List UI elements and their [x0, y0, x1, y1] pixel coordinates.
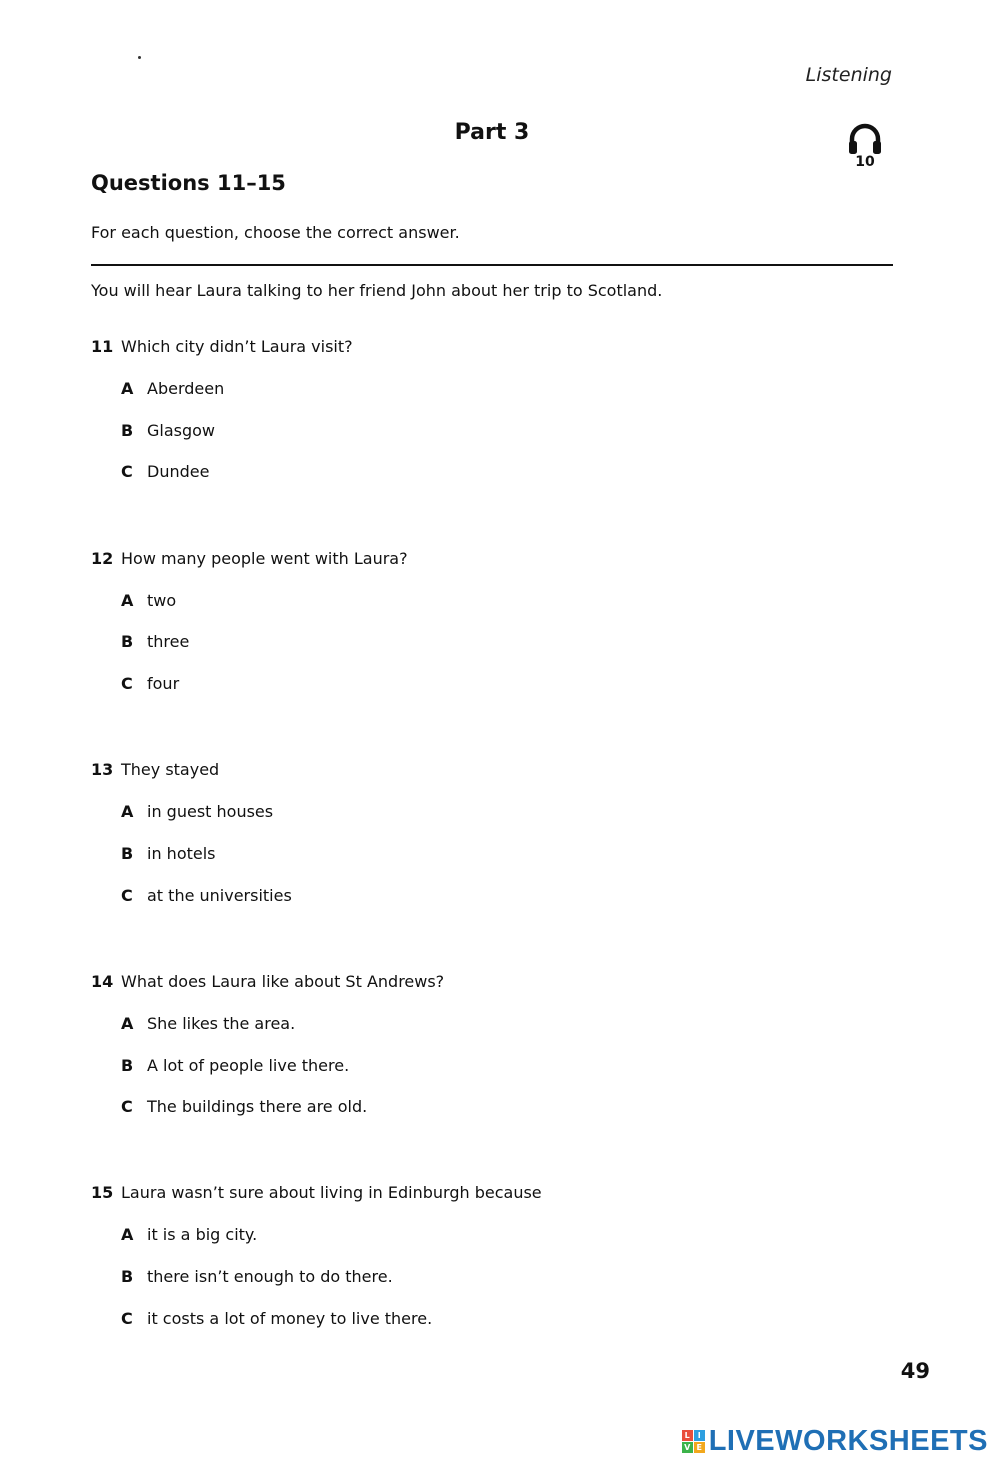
question-number: 14 [91, 972, 114, 991]
question-15 [91, 1183, 542, 1202]
option-text: at the universities [147, 886, 292, 905]
option-text: Glasgow [147, 421, 216, 440]
option-14-a[interactable] [121, 1014, 295, 1033]
option-text: four [147, 674, 180, 693]
option-14-c[interactable] [121, 1097, 367, 1116]
option-letter: B [121, 421, 134, 440]
logo-cell: L [682, 1430, 693, 1441]
question-text: They stayed [121, 760, 220, 779]
option-11-c[interactable] [121, 462, 209, 481]
option-15-c[interactable] [121, 1309, 432, 1328]
option-letter: C [121, 886, 133, 905]
question-14 [91, 972, 444, 991]
option-12-c[interactable] [121, 674, 179, 693]
logo-cell: E [694, 1442, 705, 1453]
question-text: Which city didn’t Laura visit? [121, 337, 353, 356]
brand-logo-icon [682, 1430, 705, 1453]
question-number: 13 [91, 760, 114, 779]
question-11 [91, 337, 353, 356]
questions-heading: Questions 11–15 [91, 171, 286, 195]
option-12-a[interactable] [121, 591, 176, 610]
question-text: What does Laura like about St Andrews? [121, 972, 445, 991]
question-number: 11 [91, 337, 114, 356]
option-15-a[interactable] [121, 1225, 257, 1244]
option-14-b[interactable] [121, 1056, 349, 1075]
section-label: Listening [805, 64, 892, 86]
option-11-a[interactable] [121, 379, 224, 398]
option-letter: A [121, 379, 134, 398]
option-11-b[interactable] [121, 421, 215, 440]
option-text: it is a big city. [147, 1225, 258, 1244]
headphones-icon [847, 122, 883, 156]
option-letter: A [121, 1225, 134, 1244]
logo-cell: I [694, 1430, 705, 1441]
option-text: The buildings there are old. [147, 1097, 368, 1116]
option-15-b[interactable] [121, 1267, 393, 1286]
option-text: Aberdeen [147, 379, 225, 398]
option-text: two [147, 591, 177, 610]
instruction-text: For each question, choose the correct answer. [91, 223, 460, 242]
option-text: Dundee [147, 462, 210, 481]
option-letter: A [121, 802, 134, 821]
option-13-b[interactable] [121, 844, 216, 863]
option-text: in guest houses [147, 802, 274, 821]
option-letter: B [121, 632, 134, 651]
option-text: She likes the area. [147, 1014, 296, 1033]
option-13-c[interactable] [121, 886, 292, 905]
option-text: there isn’t enough to do there. [147, 1267, 393, 1286]
track-number: 10 [855, 154, 875, 170]
option-letter: A [121, 591, 134, 610]
option-letter: C [121, 674, 133, 693]
option-letter: C [121, 1097, 133, 1116]
context-text: You will hear Laura talking to her friend John about her trip to Scotland. [91, 281, 663, 300]
question-text: Laura wasn’t sure about living in Edinburgh because [121, 1183, 542, 1202]
option-letter: C [121, 462, 133, 481]
option-letter: B [121, 844, 134, 863]
page-number: 49 [900, 1359, 930, 1383]
question-12 [91, 549, 408, 568]
option-12-b[interactable] [121, 632, 189, 651]
audio-track-indicator [842, 122, 888, 178]
option-text: in hotels [147, 844, 216, 863]
option-text: A lot of people live there. [147, 1056, 350, 1075]
question-13 [91, 760, 219, 779]
brand-watermark [682, 1425, 988, 1458]
brand-name: LIVEWORKSHEETS [708, 1425, 988, 1457]
option-letter: B [121, 1056, 134, 1075]
option-letter: B [121, 1267, 134, 1286]
part-title: Part 3 [454, 120, 530, 145]
question-number: 15 [91, 1183, 114, 1202]
option-text: three [147, 632, 190, 651]
option-letter: C [121, 1309, 133, 1328]
logo-cell: V [682, 1442, 693, 1453]
option-text: it costs a lot of money to live there. [147, 1309, 433, 1328]
option-13-a[interactable] [121, 802, 273, 821]
option-letter: A [121, 1014, 134, 1033]
divider-line [91, 264, 893, 266]
question-number: 12 [91, 549, 114, 568]
stray-mark [138, 56, 141, 59]
question-text: How many people went with Laura? [121, 549, 408, 568]
